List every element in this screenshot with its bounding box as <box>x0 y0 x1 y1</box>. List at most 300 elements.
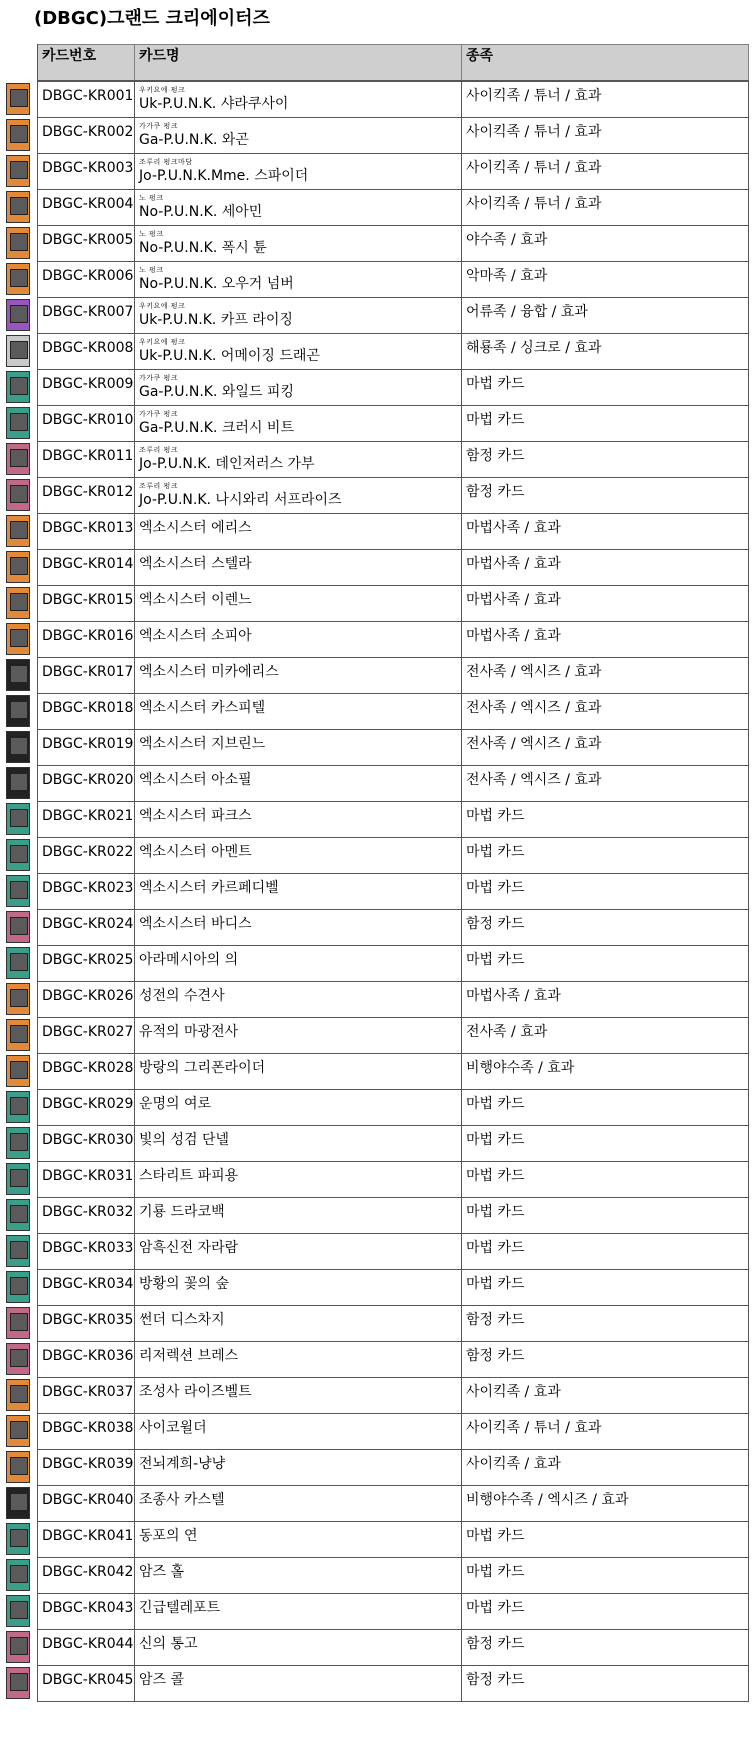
card-frame-icon <box>6 407 30 439</box>
card-art-icon <box>10 845 28 863</box>
card-frame-icon <box>6 659 30 691</box>
card-frame-cell <box>3 189 38 225</box>
card-name: Ga-P.U.N.K. 크러시 비트 <box>139 419 294 436</box>
card-frame-cell <box>3 873 38 909</box>
card-name: 아라메시아의 의 <box>139 951 239 968</box>
card-art-icon <box>10 701 28 719</box>
card-frame-icon <box>6 335 30 367</box>
card-type: 마법사족 / 효과 <box>462 549 749 585</box>
card-name: Ga-P.U.N.K. 와일드 피킹 <box>139 383 294 400</box>
icon-column-header <box>3 45 38 82</box>
card-number: DBGC-KR038 <box>38 1413 135 1449</box>
card-frame-cell <box>3 1485 38 1521</box>
card-frame-icon <box>6 983 30 1015</box>
table-row <box>3 405 749 441</box>
table-row <box>3 1017 749 1053</box>
card-art-icon <box>10 1493 28 1511</box>
table-row <box>3 765 749 801</box>
card-number: DBGC-KR011 <box>38 441 135 477</box>
card-number: DBGC-KR023 <box>38 873 135 909</box>
card-frame-cell <box>3 297 38 333</box>
card-name-cell <box>135 261 462 297</box>
card-frame-cell <box>3 261 38 297</box>
card-frame-cell <box>3 441 38 477</box>
card-frame-icon <box>6 443 30 475</box>
card-art-icon <box>10 1205 28 1223</box>
card-art-icon <box>10 413 28 431</box>
card-frame-icon <box>6 1235 30 1267</box>
card-type: 마법사족 / 효과 <box>462 585 749 621</box>
card-name: 조성사 라이즈벨트 <box>139 1383 252 1400</box>
table-row <box>3 1485 749 1521</box>
card-name: 암즈 콜 <box>139 1671 185 1688</box>
table-row <box>3 657 749 693</box>
card-frame-icon <box>6 371 30 403</box>
page-title: (DBGC)그랜드 크리에이터즈 <box>34 8 270 29</box>
card-number: DBGC-KR033 <box>38 1233 135 1269</box>
card-art-icon <box>10 953 28 971</box>
card-name: 엑소시스터 파크스 <box>139 807 252 824</box>
card-name-ruby: 조루리 펑크마담 <box>139 157 193 166</box>
card-name: 전뇌계희-냥냥 <box>139 1455 226 1472</box>
card-frame-icon <box>6 731 30 763</box>
card-name-cell <box>135 441 462 477</box>
table-row <box>3 873 749 909</box>
table-row <box>3 1665 749 1701</box>
card-art-icon <box>10 125 28 143</box>
card-number: DBGC-KR034 <box>38 1269 135 1305</box>
card-art-icon <box>10 593 28 611</box>
card-type: 사이킥족 / 튜너 / 효과 <box>462 1413 749 1449</box>
card-name-cell <box>135 1089 462 1125</box>
card-frame-icon <box>6 155 30 187</box>
card-list-table <box>3 44 749 1702</box>
card-name: Ga-P.U.N.K. 와곤 <box>139 131 249 148</box>
card-name-cell <box>135 729 462 765</box>
card-art-icon <box>10 521 28 539</box>
card-art-icon <box>10 1061 28 1079</box>
card-frame-icon <box>6 263 30 295</box>
card-frame-cell <box>3 1593 38 1629</box>
card-number: DBGC-KR029 <box>38 1089 135 1125</box>
table-header-row <box>3 45 749 82</box>
card-frame-icon <box>6 803 30 835</box>
card-type: 마법 카드 <box>462 1521 749 1557</box>
card-art-icon <box>10 233 28 251</box>
card-number: DBGC-KR021 <box>38 801 135 837</box>
card-frame-cell <box>3 981 38 1017</box>
card-frame-cell <box>3 1305 38 1341</box>
card-name-cell <box>135 225 462 261</box>
card-frame-cell <box>3 765 38 801</box>
card-name: 엑소시스터 아멘트 <box>139 843 252 860</box>
card-number: DBGC-KR003 <box>38 153 135 189</box>
table-row <box>3 369 749 405</box>
card-frame-icon <box>6 767 30 799</box>
card-frame-cell <box>3 1053 38 1089</box>
card-name: 엑소시스터 지브린느 <box>139 735 266 752</box>
card-name-cell <box>135 117 462 153</box>
card-art-icon <box>10 161 28 179</box>
card-name-cell <box>135 1053 462 1089</box>
card-name: 유적의 마광전사 <box>139 1023 239 1040</box>
card-type: 마법 카드 <box>462 1269 749 1305</box>
card-number: DBGC-KR028 <box>38 1053 135 1089</box>
card-frame-icon <box>6 1343 30 1375</box>
card-art-icon <box>10 917 28 935</box>
card-art-icon <box>10 1601 28 1619</box>
table-row <box>3 81 749 117</box>
table-row <box>3 837 749 873</box>
card-number: DBGC-KR019 <box>38 729 135 765</box>
card-art-icon <box>10 1349 28 1367</box>
card-number: DBGC-KR006 <box>38 261 135 297</box>
card-name-ruby: 조루리 펑크 <box>139 481 179 490</box>
card-number: DBGC-KR009 <box>38 369 135 405</box>
card-art-icon <box>10 557 28 575</box>
card-type: 야수족 / 효과 <box>462 225 749 261</box>
card-type: 사이킥족 / 튜너 / 효과 <box>462 189 749 225</box>
card-name: 엑소시스터 카스피텔 <box>139 699 266 716</box>
card-art-icon <box>10 1457 28 1475</box>
card-name: Jo-P.U.N.K. 나시와리 서프라이즈 <box>139 491 342 508</box>
card-frame-icon <box>6 1451 30 1483</box>
number-column-header: 카드번호 <box>38 45 135 82</box>
card-name-cell <box>135 369 462 405</box>
card-number: DBGC-KR013 <box>38 513 135 549</box>
table-row <box>3 1089 749 1125</box>
card-frame-icon <box>6 947 30 979</box>
card-frame-cell <box>3 1233 38 1269</box>
table-row <box>3 1233 749 1269</box>
card-rows <box>3 81 749 1701</box>
card-art-icon <box>10 1169 28 1187</box>
card-type: 마법사족 / 효과 <box>462 981 749 1017</box>
table-row <box>3 1629 749 1665</box>
card-type: 함정 카드 <box>462 477 749 513</box>
card-number: DBGC-KR001 <box>38 81 135 117</box>
card-art-icon <box>10 809 28 827</box>
card-type: 어류족 / 융합 / 효과 <box>462 297 749 333</box>
card-frame-cell <box>3 1665 38 1701</box>
card-name: 신의 통고 <box>139 1635 198 1652</box>
card-name-cell <box>135 333 462 369</box>
card-name-cell <box>135 1449 462 1485</box>
card-name-cell <box>135 801 462 837</box>
card-name: Jo-P.U.N.K.Mme. 스파이더 <box>139 167 309 184</box>
card-type: 마법 카드 <box>462 1593 749 1629</box>
card-name-ruby: 노 펑크 <box>139 193 164 202</box>
card-type: 사이킥족 / 튜너 / 효과 <box>462 81 749 117</box>
card-number: DBGC-KR045 <box>38 1665 135 1701</box>
card-name-ruby: 우키요에 펑크 <box>139 301 186 310</box>
card-frame-cell <box>3 1629 38 1665</box>
card-frame-cell <box>3 369 38 405</box>
card-art-icon <box>10 1277 28 1295</box>
card-number: DBGC-KR017 <box>38 657 135 693</box>
card-frame-cell <box>3 1017 38 1053</box>
card-art-icon <box>10 1637 28 1655</box>
card-name-cell <box>135 621 462 657</box>
card-number: DBGC-KR027 <box>38 1017 135 1053</box>
table-row <box>3 117 749 153</box>
card-type: 마법 카드 <box>462 1161 749 1197</box>
card-name: 긴급텔레포트 <box>139 1599 221 1616</box>
card-name-cell <box>135 405 462 441</box>
card-art-icon <box>10 269 28 287</box>
card-type: 비행야수족 / 엑시즈 / 효과 <box>462 1485 749 1521</box>
card-type: 악마족 / 효과 <box>462 261 749 297</box>
card-name: 엑소시스터 아소필 <box>139 771 252 788</box>
card-type: 마법 카드 <box>462 945 749 981</box>
card-name-cell <box>135 873 462 909</box>
card-number: DBGC-KR015 <box>38 585 135 621</box>
card-number: DBGC-KR007 <box>38 297 135 333</box>
card-frame-icon <box>6 299 30 331</box>
table-row <box>3 1557 749 1593</box>
card-number: DBGC-KR044 <box>38 1629 135 1665</box>
card-number: DBGC-KR035 <box>38 1305 135 1341</box>
card-art-icon <box>10 485 28 503</box>
card-number: DBGC-KR043 <box>38 1593 135 1629</box>
card-frame-icon <box>6 1487 30 1519</box>
card-name: 기룡 드라코백 <box>139 1203 225 1220</box>
table-row <box>3 225 749 261</box>
card-frame-icon <box>6 1523 30 1555</box>
card-art-icon <box>10 1565 28 1583</box>
card-frame-icon <box>6 1055 30 1087</box>
card-number: DBGC-KR004 <box>38 189 135 225</box>
table-row <box>3 585 749 621</box>
card-name-cell <box>135 1125 462 1161</box>
card-frame-icon <box>6 1163 30 1195</box>
card-name-cell <box>135 981 462 1017</box>
card-frame-cell <box>3 657 38 693</box>
card-art-icon <box>10 1097 28 1115</box>
card-frame-cell <box>3 801 38 837</box>
table-row <box>3 981 749 1017</box>
card-frame-cell <box>3 837 38 873</box>
card-name: 방황의 꽃의 숲 <box>139 1275 230 1292</box>
card-name-cell <box>135 189 462 225</box>
table-row <box>3 801 749 837</box>
card-name-ruby: 우키요에 펑크 <box>139 337 186 346</box>
card-type: 전사족 / 효과 <box>462 1017 749 1053</box>
card-name: 스타리트 파피용 <box>139 1167 239 1184</box>
card-number: DBGC-KR041 <box>38 1521 135 1557</box>
card-number: DBGC-KR016 <box>38 621 135 657</box>
card-name-cell <box>135 1413 462 1449</box>
card-name-cell <box>135 657 462 693</box>
card-frame-icon <box>6 1091 30 1123</box>
card-name-ruby: 노 펑크 <box>139 229 164 238</box>
table-row <box>3 1413 749 1449</box>
card-type: 마법 카드 <box>462 873 749 909</box>
card-number: DBGC-KR005 <box>38 225 135 261</box>
card-name-cell <box>135 1377 462 1413</box>
card-frame-icon <box>6 911 30 943</box>
card-frame-icon <box>6 83 30 115</box>
card-frame-icon <box>6 1307 30 1339</box>
card-type: 함정 카드 <box>462 441 749 477</box>
table-row <box>3 1521 749 1557</box>
card-frame-cell <box>3 1377 38 1413</box>
card-frame-icon <box>6 1019 30 1051</box>
table-row <box>3 1449 749 1485</box>
card-name-ruby: 가가쿠 펑크 <box>139 409 179 418</box>
table-row <box>3 477 749 513</box>
card-frame-icon <box>6 227 30 259</box>
card-art-icon <box>10 629 28 647</box>
card-number: DBGC-KR010 <box>38 405 135 441</box>
card-number: DBGC-KR008 <box>38 333 135 369</box>
card-name: 방랑의 그리폰라이더 <box>139 1059 266 1076</box>
card-frame-cell <box>3 621 38 657</box>
card-type: 함정 카드 <box>462 1665 749 1701</box>
table-row <box>3 729 749 765</box>
card-number: DBGC-KR012 <box>38 477 135 513</box>
table-row <box>3 1053 749 1089</box>
card-name: Uk-P.U.N.K. 샤라쿠사이 <box>139 96 289 112</box>
card-frame-icon <box>6 587 30 619</box>
card-number: DBGC-KR014 <box>38 549 135 585</box>
card-art-icon <box>10 449 28 467</box>
card-name-cell <box>135 1197 462 1233</box>
name-column-header: 카드명 <box>135 45 462 82</box>
table-row <box>3 1161 749 1197</box>
card-type: 해룡족 / 싱크로 / 효과 <box>462 333 749 369</box>
card-name-cell <box>135 1017 462 1053</box>
table-row <box>3 513 749 549</box>
card-name: 엑소시스터 에리스 <box>139 519 252 536</box>
card-type: 비행야수족 / 효과 <box>462 1053 749 1089</box>
card-name: 썬더 디스차지 <box>139 1311 225 1328</box>
card-name-ruby: 조루리 펑크 <box>139 445 179 454</box>
card-name-cell <box>135 1593 462 1629</box>
card-frame-icon <box>6 1199 30 1231</box>
card-name: 엑소시스터 카르페디벨 <box>139 879 279 896</box>
card-type: 사이킥족 / 효과 <box>462 1449 749 1485</box>
card-art-icon <box>10 1421 28 1439</box>
card-frame-cell <box>3 513 38 549</box>
card-frame-icon <box>6 1415 30 1447</box>
card-type: 마법 카드 <box>462 801 749 837</box>
card-frame-icon <box>6 875 30 907</box>
card-frame-cell <box>3 945 38 981</box>
card-art-icon <box>10 665 28 683</box>
card-type: 전사족 / 엑시즈 / 효과 <box>462 765 749 801</box>
card-frame-icon <box>6 1379 30 1411</box>
card-frame-cell <box>3 1449 38 1485</box>
card-type: 마법 카드 <box>462 837 749 873</box>
card-number: DBGC-KR039 <box>38 1449 135 1485</box>
card-type: 마법 카드 <box>462 1233 749 1269</box>
card-name-cell <box>135 1665 462 1701</box>
card-art-icon <box>10 1133 28 1151</box>
table-row <box>3 945 749 981</box>
table-row <box>3 333 749 369</box>
card-frame-cell <box>3 1269 38 1305</box>
card-number: DBGC-KR025 <box>38 945 135 981</box>
table-row <box>3 1269 749 1305</box>
card-type: 마법사족 / 효과 <box>462 513 749 549</box>
card-name: 엑소시스터 이렌느 <box>139 591 252 608</box>
card-art-icon <box>10 305 28 323</box>
card-name: No-P.U.N.K. 세아민 <box>139 203 263 220</box>
card-name: 엑소시스터 소피아 <box>139 627 252 644</box>
card-name-cell <box>135 1269 462 1305</box>
table-row <box>3 1377 749 1413</box>
card-type: 사이킥족 / 튜너 / 효과 <box>462 117 749 153</box>
table-row <box>3 189 749 225</box>
card-name: 엑소시스터 스텔라 <box>139 555 252 572</box>
table-row <box>3 1125 749 1161</box>
card-name: No-P.U.N.K. 폭시 튠 <box>139 239 267 256</box>
card-type: 사이킥족 / 효과 <box>462 1377 749 1413</box>
card-name-cell <box>135 297 462 333</box>
card-name: Jo-P.U.N.K. 데인저러스 가부 <box>139 455 315 472</box>
card-art-icon <box>10 881 28 899</box>
card-name-ruby: 가가쿠 펑크 <box>139 121 179 130</box>
card-frame-cell <box>3 585 38 621</box>
card-name-cell <box>135 765 462 801</box>
card-type: 사이킥족 / 튜너 / 효과 <box>462 153 749 189</box>
card-number: DBGC-KR031 <box>38 1161 135 1197</box>
card-name-cell <box>135 837 462 873</box>
card-frame-icon <box>6 623 30 655</box>
card-type: 전사족 / 엑시즈 / 효과 <box>462 693 749 729</box>
card-type: 함정 카드 <box>462 909 749 945</box>
card-number: DBGC-KR032 <box>38 1197 135 1233</box>
card-name-cell <box>135 1521 462 1557</box>
card-frame-cell <box>3 405 38 441</box>
card-frame-cell <box>3 1413 38 1449</box>
card-art-icon <box>10 197 28 215</box>
card-name: 엑소시스터 미카에리스 <box>139 663 279 680</box>
card-art-icon <box>10 1673 28 1691</box>
card-name: 암즈 홀 <box>139 1563 185 1580</box>
card-frame-icon <box>6 1271 30 1303</box>
card-type: 전사족 / 엑시즈 / 효과 <box>462 729 749 765</box>
card-name: 암흑신전 자라람 <box>139 1239 239 1256</box>
card-frame-cell <box>3 909 38 945</box>
card-name: 빛의 성검 단넬 <box>139 1131 230 1148</box>
card-art-icon <box>10 341 28 359</box>
card-art-icon <box>10 1241 28 1259</box>
card-name-cell <box>135 1233 462 1269</box>
card-name-cell <box>135 945 462 981</box>
card-art-icon <box>10 377 28 395</box>
card-type: 마법 카드 <box>462 1197 749 1233</box>
table-row <box>3 909 749 945</box>
card-number: DBGC-KR024 <box>38 909 135 945</box>
card-name-cell <box>135 1341 462 1377</box>
table-row <box>3 621 749 657</box>
card-number: DBGC-KR022 <box>38 837 135 873</box>
card-frame-cell <box>3 153 38 189</box>
card-name-ruby: 가가쿠 펑크 <box>139 373 179 382</box>
card-number: DBGC-KR036 <box>38 1341 135 1377</box>
card-name-cell <box>135 693 462 729</box>
card-frame-icon <box>6 839 30 871</box>
card-frame-icon <box>6 551 30 583</box>
card-art-icon <box>10 1385 28 1403</box>
card-name-cell <box>135 1557 462 1593</box>
card-frame-icon <box>6 695 30 727</box>
card-type: 마법 카드 <box>462 1125 749 1161</box>
card-number: DBGC-KR042 <box>38 1557 135 1593</box>
card-name-cell <box>135 81 462 117</box>
